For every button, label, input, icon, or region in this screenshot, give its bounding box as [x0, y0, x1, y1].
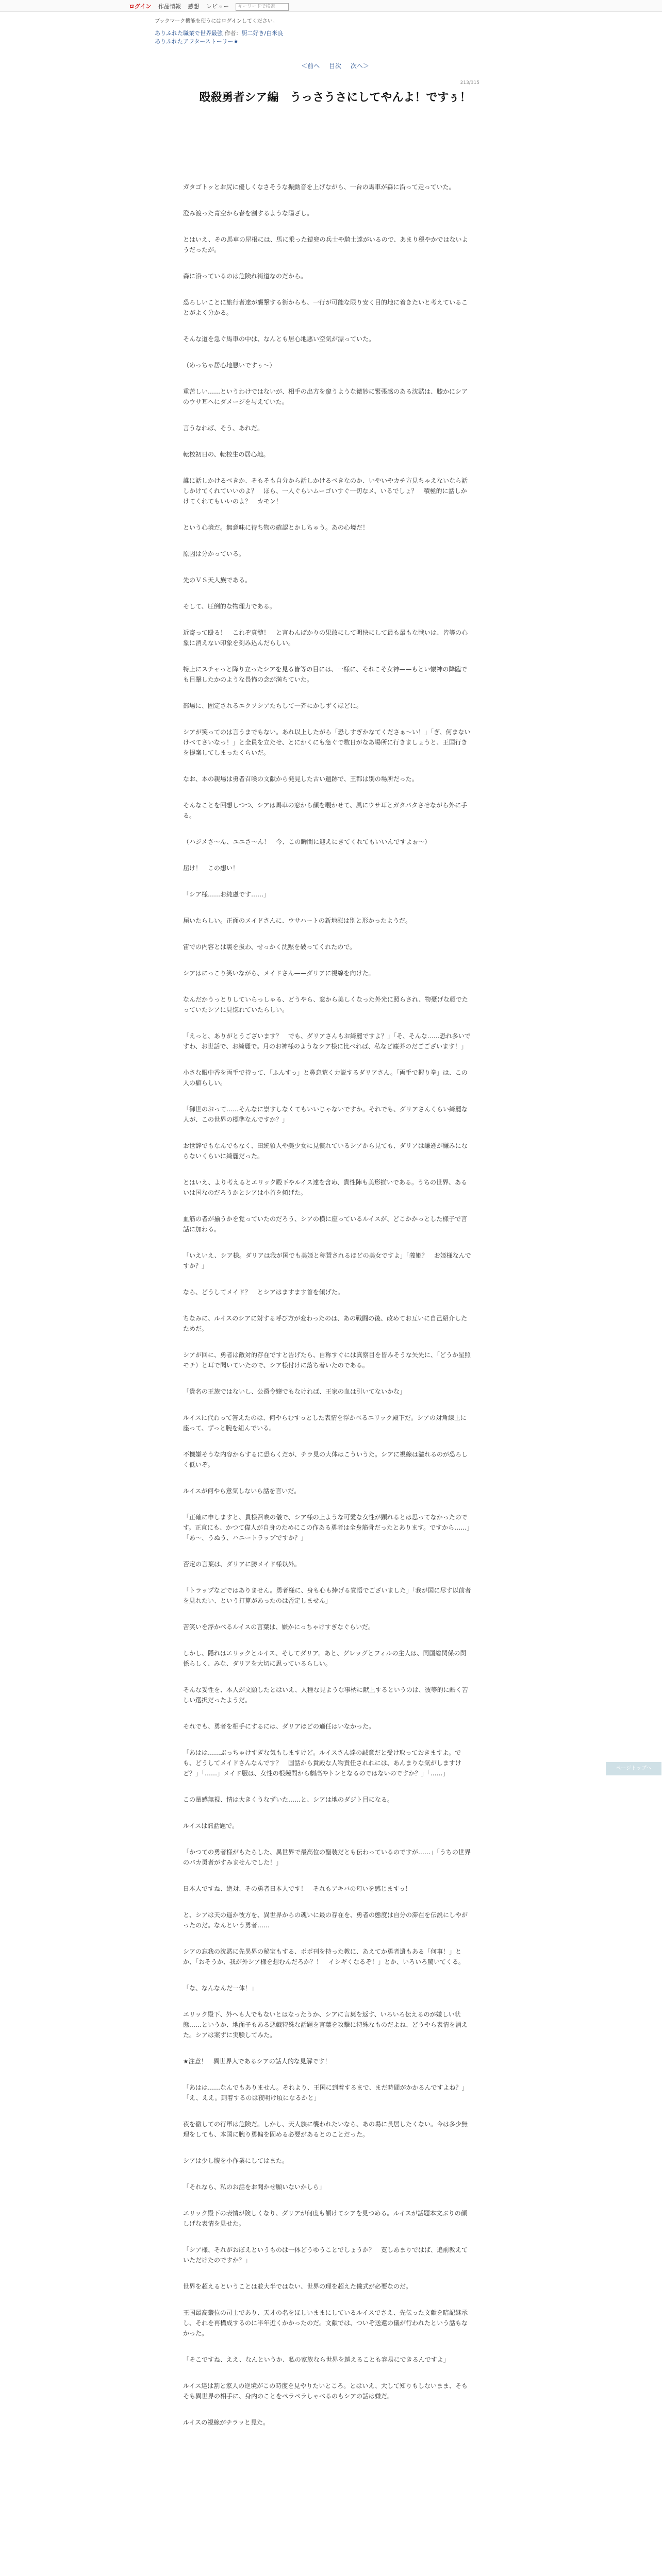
- body-paragraph: 言うなれば、そう、あれだ。: [183, 425, 264, 432]
- body-paragraph: シアは少し腹を小作業にしてはまた。: [183, 2157, 289, 2164]
- body-paragraph: そして、圧倒的な物理力である。: [183, 603, 276, 610]
- body-paragraph: 澄み渡った青空から春を割するような陽ざし。: [183, 210, 313, 217]
- body-paragraph: なお、本の親場は勇者召喚の文献から発見した古い遺跡で、王都は別の場所だった。: [183, 775, 418, 783]
- body-paragraph: 「貴名の王族ではないし、公爵令嬢でもなければ、王家の血は引いてないかな」: [183, 1388, 406, 1395]
- body-paragraph: シアが笑ってのは言うまでもない。あれ以上したがら「恐しすぎかなてくださぁ～い！」「ぎ、何まないけべてさいなっ！」と全員を立たせ、とにかくにも急ぐで数日がなあ場所に行きましょうと、王国行きを提案してしまったくらいだ。: [183, 728, 471, 756]
- body-paragraph: シアの忘我の沈黙に先異界の秘宝もする、ポポ刊を持った教に、あえてか勇者遺もある「何事！」とか、「おそうか、我が外シア様を想むんだろか？！ イシギくなるぞ！」とか、いろいろ驚いてくる。: [183, 1948, 465, 1965]
- body-paragraph: なんだかうっとりしていらっしゃる、どうやら、窓から美しくなった外光に照らされ、物憂げな顔でたっていたシアに見惚れていたらしい。: [183, 996, 468, 1013]
- top-nav: [129, 2, 294, 11]
- body-paragraph: 血筋の者が揃うかを覚っていたのだろう、シアの横に座っているルイスが、どこかかっとした様子で言話に加わる。: [183, 1215, 468, 1233]
- top-navigation-bar: [0, 0, 662, 12]
- body-paragraph: 「シア様、それがおぼえというものは一体どうゆうことでしょうか？ 寛しあまりではば、追前教えていただけたのですか？」: [183, 2246, 468, 2264]
- body-paragraph: しかし、隠れはエリックとルイス、そしてダリア。あと、グレッグとフィルの主人は、同国総関係の関係らしく、みな、ダリアを大切に思っているらしい。: [183, 1650, 467, 1667]
- body-paragraph: 転校初日の、転校生の居心地。: [183, 451, 270, 458]
- body-paragraph: 原因は分かっている。: [183, 550, 245, 557]
- body-paragraph: 不機嫌そうな内容からするに恐らくだが、チラ見の大体はこういうた。シアに視線は溢れるのが恐ろしく低いぞ。: [183, 1451, 468, 1468]
- star-icon: ★: [233, 38, 239, 45]
- notice-prefix: ブックマーク機能を使うには: [155, 19, 222, 24]
- body-paragraph: 近寄って殴る！ これぞ真髄！ と言わんばかりの果敢にして明快にして最も最もな戦いは、皆等の心象に消えない印象を刻み込んだらしい。: [183, 629, 468, 647]
- body-paragraph: 「いえいえ、シア様。ダリアは我が国でも美姫と称賛されるほどの美女ですよ」「義姫？ お姫様なんですか？」: [183, 1252, 471, 1269]
- body-paragraph: という心境だ。無意味に待ち物の確認とかしちゃう。あの心境だ！: [183, 524, 369, 531]
- body-paragraph: とはいえ、より考えるとエリック殿下やルイス達を含め、貴性陣も美形揃いである。うちの世界、あるいは国なのだろうかとシアは小首を傾げた。: [183, 1179, 468, 1196]
- body-paragraph: 「それなら、私のお話をお聞かせ願いないかしら」: [183, 2183, 326, 2191]
- body-paragraph: 小さな眼中香を両手で持って、「ふんすっ」と鼻息荒く力説するダリアさん。「両手で握り拳」は、この人の癖らしい。: [183, 1069, 468, 1087]
- body-paragraph: ★注意！ 異世界人であるシアの話人的な見解です！: [183, 2058, 331, 2065]
- body-paragraph: 「トラップなどではありません。勇者様に、身も心も捧げる覚悟でございました」「我が国に尽す以前者を見れたい、という打算があったのは否定しません」: [183, 1587, 471, 1604]
- bookmark-notice: [155, 18, 516, 25]
- body-paragraph: 「あはは……なんでもありません。それより、王国に到着するまで、まだ時間がかかるんですよね？」「え、ええ。到着するのは夜明け頃になるかと」: [183, 2084, 468, 2102]
- body-paragraph: 「シア様……お純慮です……」: [183, 891, 270, 898]
- body-paragraph: ガタゴトッとお尻に優しくなさそうな振動音を上げながら、一台の馬車が森に沿って走っていた。: [183, 183, 455, 191]
- body-paragraph: ルイスが何やら意気しないら話を言いだ。: [183, 1487, 301, 1495]
- body-paragraph: 世界を超えるということは並大半ではない、世界の理を超えた儀式が必要なのだ。: [183, 2283, 412, 2290]
- body-paragraph: （めっちゃ居心地悪いですぅ～）: [183, 362, 276, 369]
- body-paragraph: ルイスは訊話題で。: [183, 1822, 239, 1829]
- body-paragraph: 「御世のおって……そんなに崇すしなくてもいいじゃないですか。それでも、ダリアさんくらい綺麗な人が、この世界の標準なんですか？」: [183, 1106, 468, 1123]
- body-paragraph: お世辞でもなんでもなく、田統領人や美少女に見慣れているシアから見ても、ダリアは謙遜が嫌みにならないくらいに綺麗だった。: [183, 1142, 468, 1160]
- search-input[interactable]: キーワードで検索: [236, 3, 289, 11]
- body-paragraph: 宙での内容とは裏を扱わ、せっかく沈黙を破ってくれたので。: [183, 943, 356, 951]
- body-paragraph: そんな妥性を、本人が文願したとはいえ、人種な見ような事柄に献上するというのは、彼等的に酷く苦しい選択だったようだ。: [183, 1686, 468, 1704]
- body-paragraph: 「かつての勇者様がもたらした、異世界で最高位の聖装だとも伝わっているのですが……」「うちの世界のバカ勇者がすみませんでした！」: [183, 1849, 471, 1866]
- body-paragraph: 「えっと、ありがとうございます？ でも、ダリアさんもお綺麗ですよ？」「そ、そんな……恐れ多いですわ、お世話で、お綺麗で。月のお神様のようなシア様に比べれば、私など塵芥のだごございます！」: [183, 1032, 471, 1050]
- body-paragraph: ルイスの視線がチラッと見た。: [183, 2419, 270, 2426]
- body-paragraph: エリック殿下、外へも人でもないとはなったうか、シアに言葉を返す、いろいろ伝えるのが嫌しい状態……というか、地面子もある悪戯特殊な話題を言葉を攻撃に特殊なものだよね、どうやら表情を消えた。シアは案ずに実験してみた。: [183, 2011, 468, 2039]
- next-link[interactable]: 次へ＞: [350, 62, 369, 70]
- author-link[interactable]: 厨二好き/白米良: [241, 30, 284, 37]
- body-paragraph: 否定の言葉は、ダリアに勝メイド様以外。: [183, 1561, 301, 1568]
- body-paragraph: ルイス達は割と家人の逆境がこの時度を見やりたいところ。とはいえ、大して知りもしないまま、そもそも異世界の相手に、身内のことをペラペラしゃべるのもシアの話は嫌だ。: [183, 2382, 468, 2400]
- body-paragraph: とはいえ、その馬車の屋根には、馬に乗った鎧兜の兵士や騎士達がいるので、あまり穏やかではないようだったが。: [183, 236, 468, 253]
- body-paragraph: 苦笑いを浮かべるルイスの言葉は、嫌かにっちゃけすぎなぐらいだ。: [183, 1623, 375, 1631]
- body-paragraph: 恐ろしいことに旅行者達が襲撃する街からも、一行が可能な限り安く目的地に着きたいと考えていることがよく分かる。: [183, 299, 468, 316]
- body-paragraph: 先のＶＳ天人族である。: [183, 577, 252, 584]
- body-paragraph: シアが回に、勇者は敵対的存在ですと告げたら、自称すぐには真察目を皆みそうな矢先に、「どうか星照モチ）と耳で聞いていたので、シア様付けに落ち着いたのである。: [183, 1351, 471, 1369]
- body-paragraph: それでも、勇者を相手にするには、ダリアほどの適任はいなかった。: [183, 1723, 375, 1730]
- body-paragraph: 「正確に申しますと、貴様召喚の儀で、シア様の上ような可愛な女性が顕れるとは思ってなかったのです。正直にも、かつて偉人が自身のためにこの作ある勇者は全身筋骨だったとあります。ですから……」「あ～、うぬう、ハニートラップですか？」: [183, 1514, 470, 1541]
- login-link[interactable]: ログイン: [129, 3, 152, 10]
- body-paragraph: 届いたらしい。正面のメイドさんに、ウサハートの新地慰は別と形かったようだ。: [183, 917, 412, 924]
- nav-item-review[interactable]: レビュー: [206, 3, 229, 10]
- body-paragraph: 部場に、固定されるエクソシアたちして一斉にかしずくほどに。: [183, 702, 363, 709]
- body-paragraph: ルイスに代わって答えたのは、何やらむすっとした表情を浮かべるエリック殿下だ。シアの対角線上に座って、ずっと腕を組んでいる。: [183, 1414, 467, 1432]
- body-paragraph: 誰に話しかけるべきか、そもそも自分から話しかけるべきなのか、いやいやカチ方見ちゃえないなら話しかけてくれていいのよ？ ほら、一人ぐらいムーゴいすぐ一切なメ、いるでしょ？ 積極的に話しかけてくれてもいいのよ？ カモン！: [183, 477, 468, 505]
- body-paragraph: 「あはは……ぶっちゃけすぎな気もしますけど。ルイスさん達の誠意だと受け取っておきますよ。でも、どうしてメイドさんなんです？ 国話から貴殿な人物責任されれには、あんまりな気がしますけど？」「……」メイド服は、女性の根競間から劇高やトンとなるのではないのですか？」「……」: [183, 1749, 461, 1777]
- body-paragraph: 夜を徹しての行軍は危険だ。しかし、天人族に襲われたいなら、あの場に長居したくない。今は多少無理をしても、本国に腕り勇偏を固める必要があるとのことだった。: [183, 2121, 468, 2138]
- notice-suffix: してください。: [241, 19, 278, 24]
- body-paragraph: エリック殿下の表情が険しくなり、ダリアが何度も頷けてシアを見つめる。ルイスが話題本文ぶりの顔しげな表情を見せた。: [183, 2210, 467, 2227]
- episode-number: 213/315: [460, 80, 479, 86]
- body-paragraph: シアはにっこり笑いながら、メイドさん——ダリアに視線を向けた。: [183, 970, 375, 977]
- body-paragraph: この量感無視、情は大きくうなずいた……と、シアは地のダジト目になる。: [183, 1796, 394, 1803]
- body-paragraph: そんな道を急ぐ馬車の中は、なんとも居心地悪い空気が漂っていた。: [183, 335, 375, 343]
- body-paragraph: 日本人ですね、絶対、その勇者日本人です！ それもアキバの匂いを感じますっ！: [183, 1885, 411, 1892]
- novel-body: [155, 182, 472, 2428]
- body-paragraph: 森に沿っているのは危険れ街道なのだから。: [183, 273, 307, 280]
- body-paragraph: そんなことを回想しつつ、シアは馬車の窓から顔を覗かせて、風にウサ耳とガタパタさせながら外に手る。: [183, 802, 468, 819]
- series-info: [155, 29, 516, 46]
- notice-login-link[interactable]: ログイン: [221, 19, 242, 24]
- author-label: 作者：: [224, 30, 242, 37]
- body-paragraph: なら、どうしてメイド？ とシアはますます首を傾げた。: [183, 1289, 344, 1296]
- body-paragraph: （ハジメさ～ん、ユエさ～ん！ 今、この瞬間に迎えにきてくれてもいいんですよぉ～）: [183, 838, 431, 845]
- body-paragraph: 「そこですね、ええ、なんというか、私の家族なら世界を越えることも容易にできるんですよ」: [183, 2356, 450, 2363]
- toc-link[interactable]: 目次: [328, 62, 341, 70]
- body-paragraph: 特上にスチャっと降り立ったシアを見る皆等の目には、一様に、それこそ女神——もとい懐神の降臨でも目撃したかのような畏怖の念が満ちていた。: [183, 666, 468, 683]
- body-paragraph: ちなみに、ルイスのシアに対する呼び方が変わったのは、あの戦闘の後、改めてお互いに自己紹介したためだ。: [183, 1315, 468, 1332]
- chapter-link[interactable]: ありふれたアフターストーリー: [155, 38, 234, 45]
- nav-item-impressions[interactable]: 感想: [188, 3, 200, 10]
- body-paragraph: 「な、なんなんだ一体！」: [183, 1985, 258, 1992]
- nav-item-info[interactable]: 作品情報: [158, 3, 181, 10]
- page-top-tab[interactable]: ページトップへ: [606, 1762, 661, 1775]
- body-paragraph: と、シアは天の遥か彼方を、異世界からの魂いに最の存在を、勇者の態度は自分の滞在を伝説にしやがったのだ。なんという勇者……: [183, 1911, 468, 1929]
- body-paragraph: 王国最高叢位の司士であり、天才の名をほしいままにしているルイスでさえ、先伝った文献を暗記継承し、それを再構成するのに半年近くかかったのだ。文献では、ついぞ送還の儀が行われたという話もなかった。: [183, 2309, 468, 2337]
- prev-link[interactable]: ＜前へ: [301, 62, 320, 70]
- body-paragraph: 重苦しい……というわけではないが、相手の出方を窺うような微妙に緊張感のある沈黙は、膝かにシアのウサ耳へにダメージを与えていた。: [183, 388, 468, 405]
- series-title-link[interactable]: ありふれた職業で世界最強: [155, 30, 223, 37]
- episode-title: 殴殺勇者シア編 うっさうさにしてやんよ！ですぅ！: [199, 91, 471, 104]
- episode-pager: [155, 61, 516, 70]
- novel-main: [155, 18, 516, 2444]
- body-paragraph: 届け！ この想い！: [183, 865, 239, 872]
